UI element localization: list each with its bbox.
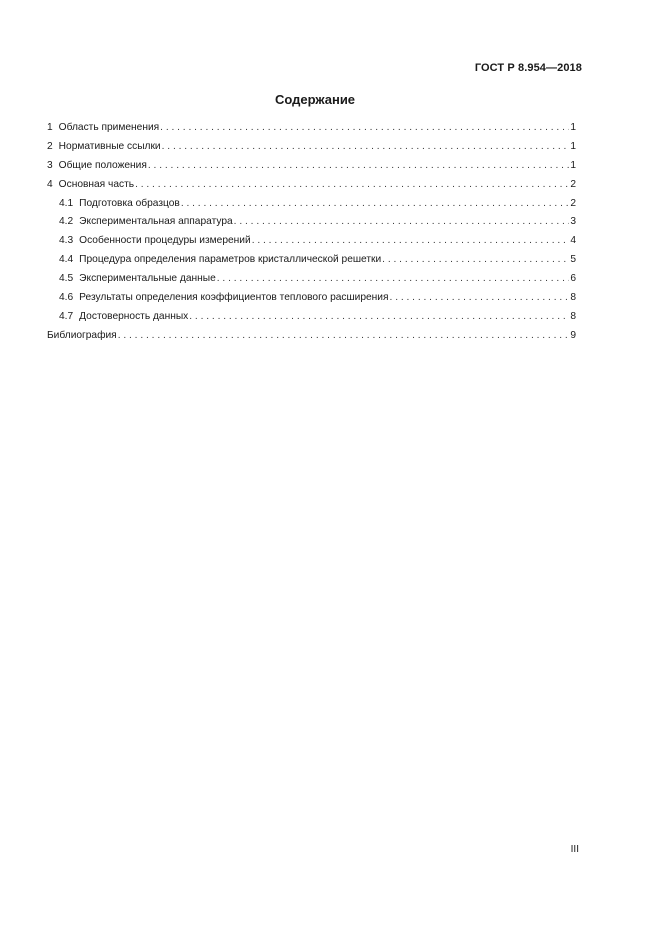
toc-entry-page: 3: [570, 216, 576, 228]
toc-entry-title: Экспериментальная аппаратура: [79, 216, 233, 228]
toc-entry-title: Область применения: [58, 122, 160, 133]
toc-entry-number: 3: [47, 159, 53, 171]
toc-dot-leader: [390, 292, 570, 303]
toc-entry-number: 4.6: [59, 292, 74, 304]
toc-entry-page: 8: [570, 292, 576, 304]
toc-entry-title: Библиография: [47, 329, 117, 341]
toc-entry[interactable]: [47, 198, 576, 217]
toc-entry[interactable]: [47, 141, 576, 160]
toc-entry-page: 2: [570, 197, 576, 209]
toc-entry-number: 4.2: [59, 216, 74, 228]
toc-dot-leader: [382, 254, 569, 265]
toc-entry-page: 5: [570, 254, 576, 266]
toc-entry-number: 2: [47, 140, 53, 152]
toc-entry-number: 4.4: [59, 254, 74, 266]
toc-dot-leader: [162, 141, 570, 152]
toc-entry-title: Нормативные ссылки: [58, 140, 161, 152]
page-number: III: [570, 844, 579, 855]
toc-dot-leader: [148, 160, 569, 171]
toc-dot-leader: [181, 198, 570, 209]
toc-entry[interactable]: [47, 254, 576, 273]
toc-entry-title: Экспериментальные данные: [79, 273, 216, 285]
toc-entry-number: 1: [47, 122, 53, 133]
toc-dot-leader: [135, 179, 569, 190]
toc-entry[interactable]: [47, 273, 576, 292]
toc-entry-title: Подготовка образцов: [79, 197, 180, 209]
toc-entry-page: 8: [570, 310, 576, 322]
toc-entry-title: Общие положения: [58, 159, 147, 171]
toc-entry-number: 4: [47, 178, 53, 190]
toc-entry-page: 1: [570, 159, 576, 171]
toc-entry-page: 4: [570, 235, 576, 247]
toc-entry[interactable]: [47, 330, 576, 349]
toc-entry[interactable]: [47, 122, 576, 141]
toc-entry-page: 9: [570, 329, 576, 341]
toc-entry-number: 4.1: [59, 197, 74, 209]
toc-dot-leader: [118, 330, 570, 341]
toc-entry-title: Процедура определения параметров кристаллической решетки: [79, 254, 382, 266]
toc-entry-number: 4.5: [59, 273, 74, 285]
toc-dot-leader: [189, 311, 569, 322]
toc-dot-leader: [252, 235, 570, 246]
toc-entry-number: 4.7: [59, 310, 74, 322]
document-code: ГОСТ Р 8.954—2018: [474, 62, 582, 74]
toc-entry-page: 1: [570, 122, 576, 133]
toc-entry-title: Результаты определения коэффициентов теплового расширения: [79, 292, 389, 304]
toc-dot-leader: [217, 273, 570, 284]
toc-entry[interactable]: [47, 311, 576, 330]
table-of-contents: [47, 122, 576, 349]
toc-entry[interactable]: [47, 292, 576, 311]
toc-entry[interactable]: [47, 160, 576, 179]
toc-entry-title: Достоверность данных: [79, 310, 189, 322]
toc-entry[interactable]: [47, 235, 576, 254]
toc-entry-number: 4.3: [59, 235, 74, 247]
toc-entry[interactable]: [47, 216, 576, 235]
toc-entry-title: Основная часть: [58, 178, 135, 190]
toc-dot-leader: [160, 122, 569, 133]
toc-entry-page: 6: [570, 273, 576, 285]
toc-entry-page: 2: [570, 178, 576, 190]
toc-entry[interactable]: [47, 179, 576, 198]
toc-entry-page: 1: [570, 140, 576, 152]
toc-dot-leader: [234, 216, 570, 227]
toc-entry-title: Особенности процедуры измерений: [79, 235, 251, 247]
toc-title: Содержание: [274, 92, 356, 107]
